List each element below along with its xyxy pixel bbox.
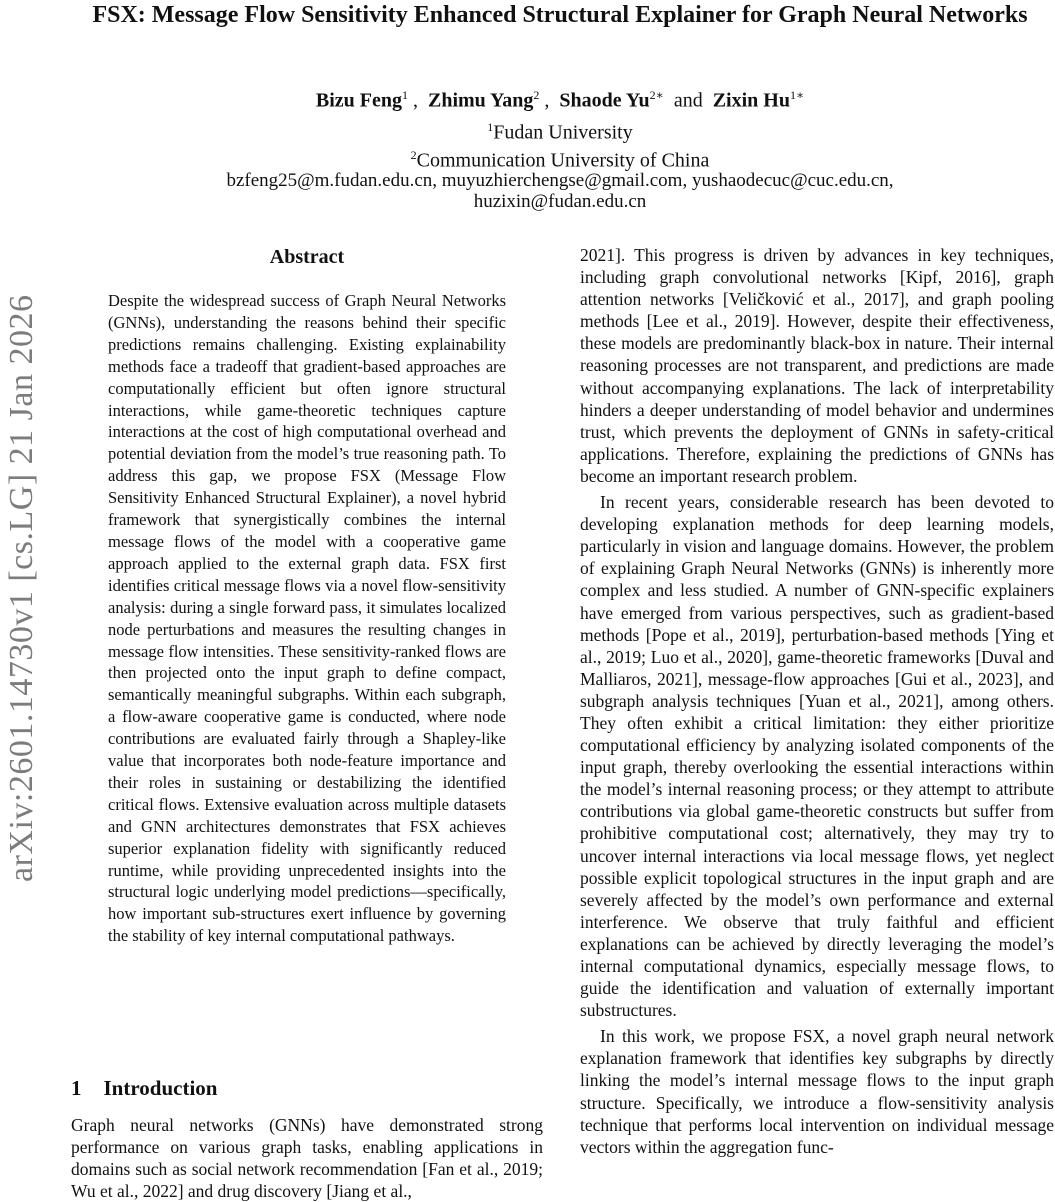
affiliation-number: 2 — [410, 148, 417, 162]
intro-paragraph-1-continued: 2021]. This progress is driven by advances in key techniques, including graph convolutional networks [Kipf, 2016], graph attention networks [Veličković et al., 2017], and graph pooling methods [Lee et al., 2019]. However, despite their effectiveness, these models are predominantly black-box in nature. Their internal reasoning processes are not transparent, and predictions are made without accompanying explanations. The lack of interpretability hinders a deeper understanding of model behavior and undermines trust, which prevents the deployment of GNNs in safety-critical applications. Therefore, explaining the predictions of GNNs has become an important research problem. — [580, 245, 1054, 486]
affiliation-number: 1 — [487, 120, 494, 134]
email-line: bzfeng25@m.fudan.edu.cn, muyuzhierchengse@gmail.com, yushaodecuc@cuc.edu.cn, — [226, 170, 894, 191]
abstract-heading: Abstract — [269, 246, 345, 268]
arxiv-identifier-stamp: arXiv:2601.14730v1 [cs.LG] 21 Jan 2026 — [3, 294, 40, 882]
author-conjunction: and — [673, 89, 703, 112]
author-affiliation-mark: 1∗ — [789, 88, 805, 102]
affiliation — [40, 114, 1055, 146]
author-affiliation-mark: 2∗ — [649, 88, 664, 102]
paper-title: FSX: Message Flow Sensitivity Enhanced Structural Explainer for Graph Neural Networks — [92, 2, 1028, 28]
section-number: 1 — [71, 1076, 82, 1100]
intro-paragraph-1-start: Graph neural networks (GNNs) have demonstrated strong performance on various graph tasks, enabling applications in domains such as social network recommendation [Fan et al., 2019; Wu et al., 2022] and drug discovery [Jiang et al., — [71, 1115, 543, 1201]
affiliation-name: Communication University of China — [416, 149, 710, 172]
author-affiliation-mark: 1 — [402, 88, 408, 102]
author-list: Bizu Feng$^1$ , Zhimu Yang$^2$ , Shaode $Yu^{2∗}$ and Zixin $Hu^{1∗}$ — [315, 88, 805, 112]
right-column — [580, 244, 1054, 1158]
author-name: Zhimu Yang — [428, 89, 534, 112]
author-name: Bizu Feng — [315, 89, 402, 112]
author-affiliation-mark: 2 — [533, 88, 540, 102]
author-name: Zixin Hu — [712, 89, 790, 112]
author-emails — [40, 170, 1055, 212]
author-name: Shaode Yu — [559, 89, 650, 112]
abstract-text: Despite the widespread success of Graph Neural Networks (GNNs), understanding the reasons behind their specific predictions remains challenging. Existing explainability methods face a tradeoff that gradient-based approaches are computationally efficient but often ignore structural interactions, while game-theoretic techniques capture interactions at the cost of high computational overhead and potential deviation from the model’s true reasoning path. To address this gap, we propose FSX (Message Flow Sensitivity Enhanced Structural Explainer), a novel hybrid framework that synergistically combines the internal message flows of the model with a cooperative game approach applied to the external graph data. FSX first identifies critical message flows via a novel flow-sensitivity analysis: during a single forward pass, it simulates localized node perturbations and measures the resulting changes in message flow intensities. These sensitivity-ranked flows are then projected onto the input graph to define compact, semantically meaningful subgraphs. Within each subgraph, a flow-aware cooperative game is conducted, where node contributions are evaluated fairly through a Shapley-like value that incorporates both node-feature importance and their roles in sustaining or destabilizing the identified critical flows. Extensive evaluation across multiple datasets and GNN architectures demonstrates that FSX achieves superior explanation fidelity with significantly reduced runtime, while providing unprecedented insights into the structural logic underlying model predictions—specifically, how important sub-structures exert influence by governing the stability of key internal computational pathways. — [108, 291, 506, 946]
email-line: huzixin@fudan.edu.cn — [473, 191, 647, 212]
intro-paragraph-3: In this work, we propose FSX, a novel graph neural network explanation framework that identifies key subgraphs by directly linking the model’s internal message flows to the input graph structure. Specifically, we introduce a flow-sensitivity analysis technique that performs local intervention on individual message vectors within the aggregation func- — [580, 1026, 1054, 1157]
intro-paragraph-2: In recent years, considerable research has been devoted to developing explanation methods for deep learning models, particularly in vision and language domains. However, the problem of explaining Graph Neural Networks (GNNs) is inherently more complex and less studied. A number of GNN-specific explainers have emerged from various perspectives, such as gradient-based methods [Pope et al., 2019], perturbation-based methods [Ying et al., 2019; Luo et al., 2020], game-theoretic frameworks [Duval and Malliaros, 2021], message-flow approaches [Gui et al., 2023], and subgraph analysis techniques [Yuan et al., 2021], among others. They often exhibit a critical limitation: they either prioritize computational efficiency by analyzing isolated components of the input graph, thereby overlooking the essential interactions within the model’s internal reasoning process; or they attempt to attribute contributions via global game-theoretic constructs but suffer from prohibitive computational cost; alternatively, they may try to uncover internal interactions via local message flows, yet neglect possible explicit topological structures in the input graph and are severely affected by the model’s own performance and external interference. We observe that truly faithful and efficient explanations can be achieved by directly leveraging the model’s internal computational dynamics, especially message flows, to guide the identification and valuation of externally important substructures. — [580, 492, 1054, 1021]
section-title: Introduction — [103, 1076, 218, 1100]
affiliation — [40, 142, 1055, 174]
affiliation-name: Fudan University — [493, 121, 633, 144]
section-heading-introduction — [71, 1076, 239, 1101]
